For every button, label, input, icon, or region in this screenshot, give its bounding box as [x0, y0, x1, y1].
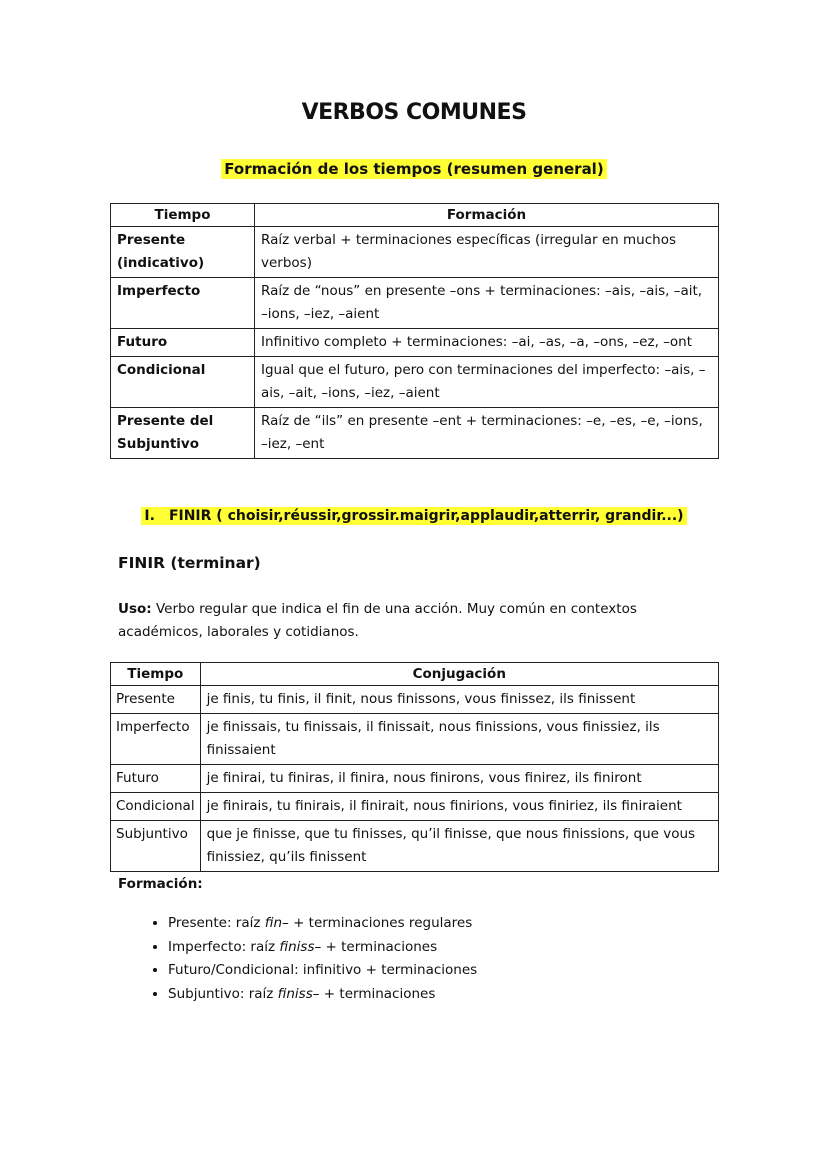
table-row — [111, 329, 719, 357]
section-number: I. — [144, 508, 155, 524]
usage-text: Verbo regular que indica el fin de una acción. Muy común en contextos académicos, laborales y cotidianos. — [118, 601, 637, 640]
table-row — [111, 408, 719, 459]
table-row — [111, 793, 719, 821]
table-row — [111, 765, 719, 793]
item-prefix: Futuro/Condicional: infinitivo + terminaciones — [168, 962, 478, 978]
tense-name: Condicional — [111, 793, 201, 821]
list-item — [168, 983, 477, 1007]
section-heading — [0, 508, 828, 524]
item-prefix: Imperfecto: raíz — [168, 938, 280, 955]
item-stem: fin– — [264, 915, 289, 931]
conjugation: que je finisse, que tu finisses, qu’il finisse, que nous finissions, que vous finissiez, qu’ils finissent — [200, 821, 718, 872]
page-title: VERBOS COMUNES — [301, 100, 527, 125]
usage-label: Uso: — [118, 601, 152, 617]
tense-name: Subjuntivo — [111, 821, 201, 872]
list-item — [168, 959, 477, 983]
list-item — [168, 936, 477, 960]
table-row — [111, 227, 719, 278]
table-header-row — [111, 663, 719, 686]
item-stem: finiss– — [277, 985, 320, 1002]
tense-formation: Raíz de “nous” en presente –ons + terminaciones: –ais, –ais, –ait, –ions, –iez, –aient — [255, 278, 719, 329]
item-stem: finiss– — [279, 938, 322, 955]
list-item — [168, 912, 477, 936]
item-prefix: Presente: raíz — [168, 915, 265, 931]
table-row — [111, 821, 719, 872]
formation-list — [118, 912, 477, 1006]
tense-formation: Raíz de “ils” en presente –ent + terminaciones: –e, –es, –e, –ions, –iez, –ent — [255, 408, 719, 459]
tense-name: Futuro — [111, 765, 201, 793]
tense-name: Imperfecto — [111, 278, 255, 329]
tense-name: Futuro — [111, 329, 255, 357]
tense-name: Presente (indicativo) — [111, 227, 255, 278]
conjugation: je finirais, tu finirais, il finirait, nous finirions, vous finiriez, ils finiraient — [200, 793, 718, 821]
item-suffix: + terminaciones — [321, 938, 438, 955]
item-suffix: + terminaciones regulares — [288, 915, 473, 931]
header-tiempo: Tiempo — [111, 204, 255, 227]
section-subtitle — [0, 160, 828, 178]
tense-name: Condicional — [111, 357, 255, 408]
formation-label: Formación: — [118, 876, 203, 892]
conjugation-table — [110, 662, 719, 872]
header-conjugacion: Conjugación — [200, 663, 718, 686]
tense-formation: Igual que el futuro, pero con terminaciones del imperfecto: –ais, –ais, –ait, –ions, –iez, –aient — [255, 357, 719, 408]
tense-formation: Raíz verbal + terminaciones específicas (irregular en muchos verbos) — [255, 227, 719, 278]
table-row — [111, 357, 719, 408]
tense-formation-table — [110, 203, 719, 459]
tense-name: Presente — [111, 686, 201, 714]
table-row — [111, 686, 719, 714]
header-tiempo: Tiempo — [111, 663, 201, 686]
item-prefix: Subjuntivo: raíz — [168, 985, 278, 1002]
item-suffix: + terminaciones — [319, 985, 436, 1002]
conjugation: je finissais, tu finissais, il finissait, nous finissions, vous finissiez, ils finissaient — [200, 714, 718, 765]
table-row — [111, 714, 719, 765]
section-heading-text: FINIR ( choisir,réussir,grossir.maigrir,applaudir,atterrir, grandir...) — [168, 508, 684, 524]
section-heading-highlight — [141, 507, 686, 525]
usage-paragraph — [118, 598, 718, 644]
subtitle-highlight: Formación de los tiempos (resumen general) — [221, 159, 606, 179]
header-formacion: Formación — [255, 204, 719, 227]
tense-formation: Infinitivo completo + terminaciones: –ai, –as, –a, –ons, –ez, –ont — [255, 329, 719, 357]
table-header-row — [111, 204, 719, 227]
table-row — [111, 278, 719, 329]
tense-name: Imperfecto — [111, 714, 201, 765]
conjugation: je finis, tu finis, il finit, nous finissons, vous finissez, ils finissent — [200, 686, 718, 714]
conjugation: je finirai, tu finiras, il finira, nous finirons, vous finirez, ils finiront — [200, 765, 718, 793]
tense-name: Presente del Subjuntivo — [111, 408, 255, 459]
verb-title: FINIR (terminar) — [118, 554, 261, 572]
